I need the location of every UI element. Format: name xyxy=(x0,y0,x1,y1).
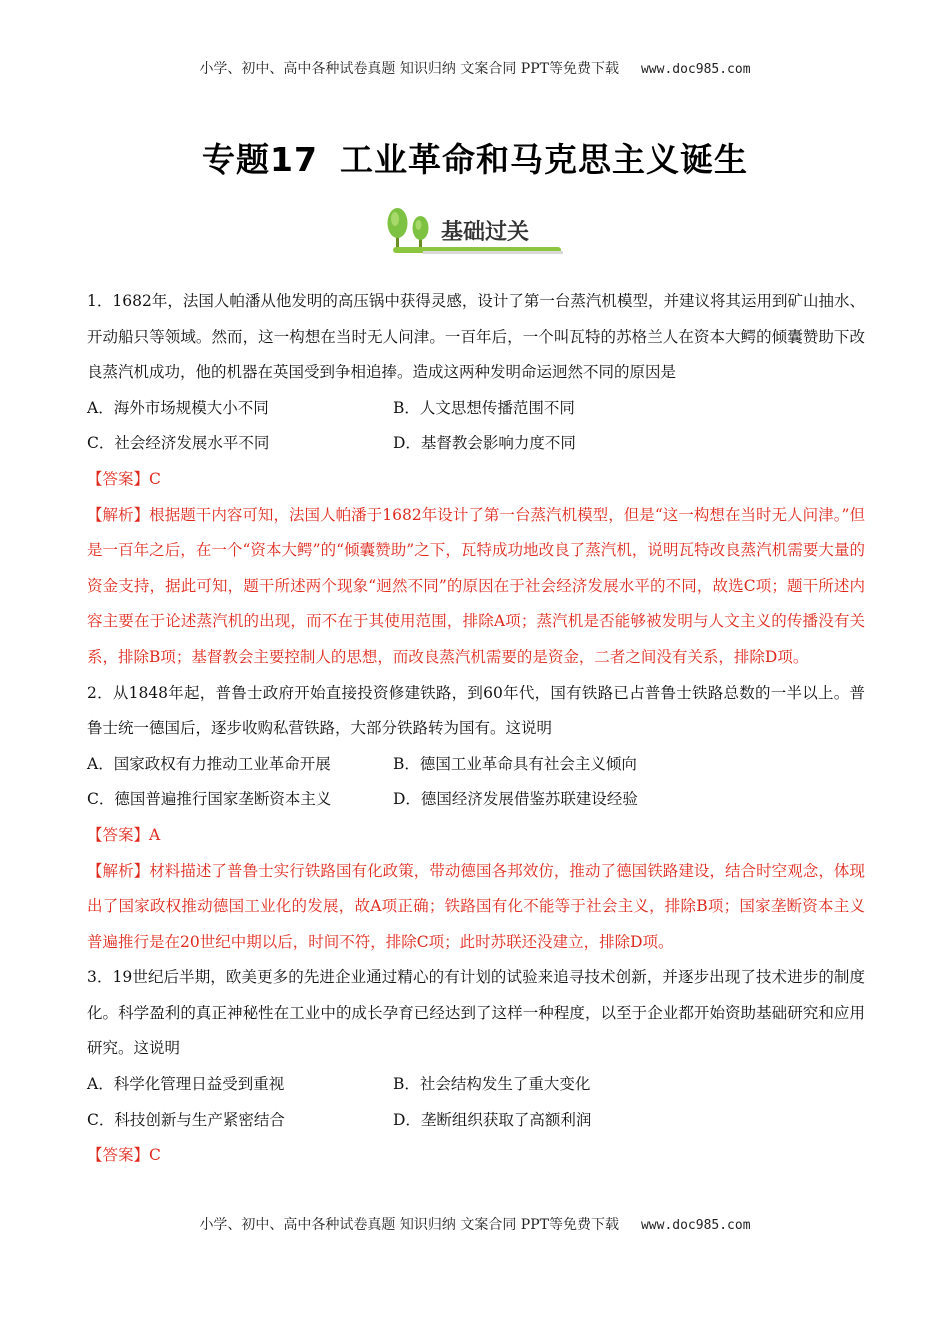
option-b: B．德国工业革命具有社会主义倾向 xyxy=(393,754,637,773)
option-a: A．国家政权有力推动工业革命开展 xyxy=(87,754,331,773)
option-row xyxy=(87,782,865,818)
option-row xyxy=(87,747,865,783)
option-d: D．基督教会影响力度不同 xyxy=(393,434,576,453)
option-row xyxy=(87,426,865,462)
question-stem: 3．19世纪后半期，欧美更多的先进企业通过精心的有计划的试验来追寻技术创新，并逐步出现了技术进步的制度化。科学盈利的真正神秘性在工业中的成长孕育已经达到了这样一种程度，以至于企业都开始资助基础研究和应用研究。这说明 xyxy=(87,968,865,1058)
option-c: C．社会经济发展水平不同 xyxy=(87,434,270,453)
title-topic-number: 专题17 xyxy=(202,140,318,179)
page-footer xyxy=(0,1214,950,1234)
analysis-text: 【解析】材料描述了普鲁士实行铁路国有化政策，带动德国各邦效仿，推动了德国铁路建设，结合时空观念，体现出了国家政权推动德国工业化的发展，故A项正确；铁路国有化不能等于社会主义，排除B项；国家垄断资本主义普遍推行是在20世纪中期以后，时间不符，排除C项；此时苏联还没建立，排除D项。 xyxy=(87,861,865,951)
header-text: 小学、初中、高中各种试卷真题 知识归纳 文案合同 PPT等免费下载 xyxy=(199,61,619,77)
section-badge xyxy=(383,205,569,261)
option-c: C．德国普遍推行国家垄断资本主义 xyxy=(87,790,332,809)
option-row xyxy=(87,391,865,427)
option-row xyxy=(87,1067,865,1103)
option-d: D．垄断组织获取了高额利润 xyxy=(393,1110,592,1129)
title-topic-name: 工业革命和马克思主义诞生 xyxy=(339,140,748,179)
option-c: C．科技创新与生产紧密结合 xyxy=(87,1110,285,1129)
option-row xyxy=(87,1103,865,1139)
analysis-text: 【解析】根据题干内容可知，法国人帕潘于1682年设计了第一台蒸汽机模型，但是“这一构想在当时无人问津。”但是一百年之后，在一个“资本大鳄”的“倾囊赞助”之下，瓦特成功地改良了蒸汽机，说明瓦特改良蒸汽机需要大量的资金支持，据此可知，题干所述两个现象“迥然不同”的原因在于社会经济发展水平的不同，故选C项；题干所述内容主要在于论述蒸汽机的出现，而不在于其使用范围，排除A项；蒸汽机是否能够被发明与人文主义的传播没有关系，排除B项；基督教会主要控制人的思想，而改良蒸汽机需要的是资金，二者之间没有关系，排除D项。 xyxy=(87,505,865,666)
badge-shadow-line xyxy=(423,251,563,254)
question-stem: 2．从1848年起，普鲁士政府开始直接投资修建铁路，到60年代，国有铁路已占普鲁士铁路总数的一半以上。普鲁士统一德国后，逐步收购私营铁路，大部分铁路转为国有。这说明 xyxy=(87,683,865,738)
section-label: 基础过关 xyxy=(441,220,530,245)
option-b: B．社会结构发生了重大变化 xyxy=(393,1075,591,1094)
answer-line: 【答案】C xyxy=(87,469,161,488)
option-a: A．海外市场规模大小不同 xyxy=(87,398,269,417)
page-header xyxy=(0,58,950,78)
option-d: D．德国经济发展借鉴苏联建设经验 xyxy=(393,790,638,809)
header-url[interactable]: www.doc985.com xyxy=(640,62,751,77)
question-stem: 1．1682年，法国人帕潘从他发明的高压锅中获得灵感，设计了第一台蒸汽机模型，并建议将其运用到矿山抽水、开动船只等领域。然而，这一构想在当时无人问津。一百年后，一个叫瓦特的苏格兰人在资本大鳄的倾囊赞助下改良蒸汽机成功，他的机器在英国受到争相追捧。造成这两种发明命运迥然不同的原因是 xyxy=(87,292,865,382)
option-b: B．人文思想传播范围不同 xyxy=(393,398,575,417)
footer-text: 小学、初中、高中各种试卷真题 知识归纳 文案合同 PPT等免费下载 xyxy=(199,1217,619,1233)
footer-url[interactable]: www.doc985.com xyxy=(640,1218,751,1233)
answer-line: 【答案】C xyxy=(87,1146,161,1165)
page-title xyxy=(0,134,950,181)
question-list xyxy=(87,284,865,1174)
answer-line: 【答案】A xyxy=(87,825,161,844)
option-a: A．科学化管理日益受到重视 xyxy=(87,1075,285,1094)
